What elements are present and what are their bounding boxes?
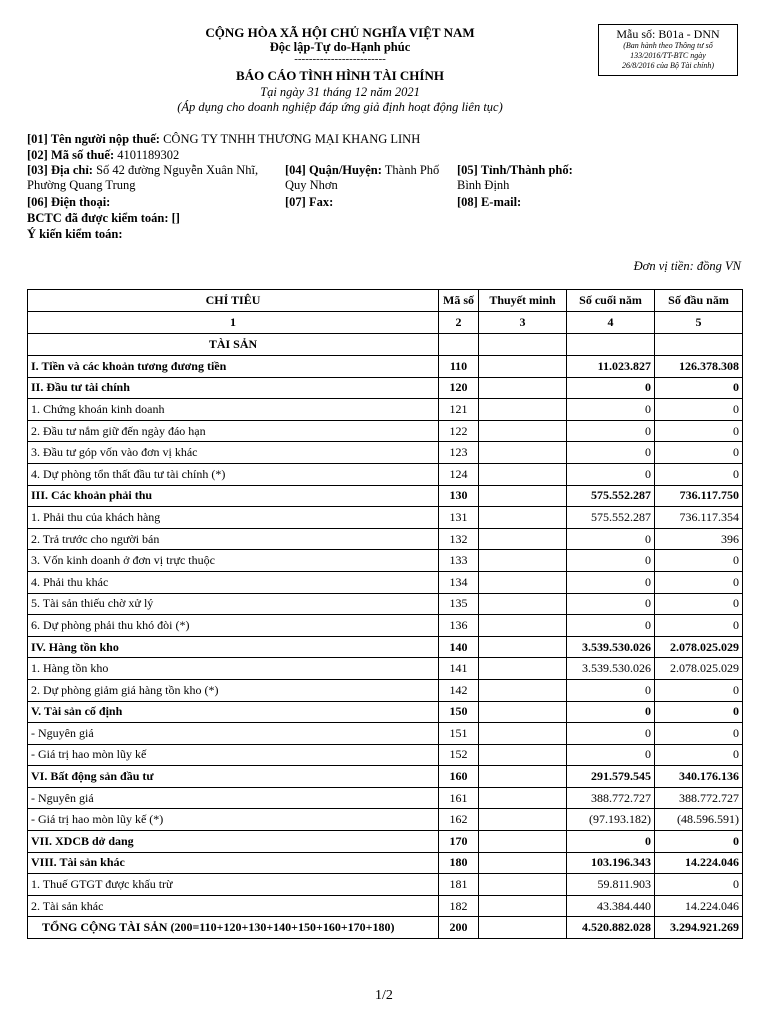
country-name: CỘNG HÒA XÃ HỘI CHỦ NGHĨA VIỆT NAM [205, 25, 475, 40]
row-end-value: (97.193.182) [567, 809, 655, 831]
row-note [479, 571, 567, 593]
row-end-value: 0 [567, 744, 655, 766]
row-note [479, 766, 567, 788]
row-code: 134 [439, 571, 479, 593]
row-label: 4. Dự phòng tổn thất đầu tư tài chính (*) [28, 463, 439, 485]
taxpayer-label: [01] Tên người nộp thuế: [27, 132, 160, 146]
row-end-value: 291.579.545 [567, 766, 655, 788]
address-value-1: Số 42 đường Nguyễn Xuân Nhĩ, [96, 163, 259, 177]
form-code-box [598, 24, 738, 76]
row-note [479, 787, 567, 809]
table-row [28, 356, 743, 378]
table-row [28, 528, 743, 550]
row-label: III. Các khoản phải thu [28, 485, 439, 507]
index-col-3: 3 [479, 312, 567, 334]
row-label: - Giá trị hao mòn lũy kế (*) [28, 809, 439, 831]
row-end-value: 59.811.903 [567, 874, 655, 896]
row-label: 1. Hàng tồn kho [28, 658, 439, 680]
row-end-value: 0 [567, 420, 655, 442]
row-code: 132 [439, 528, 479, 550]
form-note-line-3: 26/8/2016 của Bộ Tài chính) [622, 61, 714, 70]
row-code: 152 [439, 744, 479, 766]
page-number: 1/2 [375, 988, 393, 1003]
row-note [479, 917, 567, 939]
row-note [479, 895, 567, 917]
audited-label: BCTC đã được kiểm toán: [] [27, 211, 180, 225]
form-code: Mẫu số: B01a - DNN [616, 27, 720, 41]
row-end-value: 0 [567, 442, 655, 464]
district-value-1: Thành Phố [384, 163, 440, 177]
fax-label: [07] Fax: [285, 195, 334, 209]
row-begin-value: 14.224.046 [655, 895, 743, 917]
row-begin-value: 0 [655, 550, 743, 572]
report-title: BÁO CÁO TÌNH HÌNH TÀI CHÍNH [236, 68, 444, 83]
row-begin-value: 0 [655, 831, 743, 853]
row-end-value: 0 [567, 615, 655, 637]
row-label: 1. Chứng khoán kinh doanh [28, 399, 439, 421]
row-note [479, 831, 567, 853]
row-end-value: 0 [567, 399, 655, 421]
row-begin-value: 0 [655, 463, 743, 485]
table-row [28, 701, 743, 723]
row-code: 180 [439, 852, 479, 874]
address-line [27, 163, 258, 178]
currency-unit: Đơn vị tiền: đồng VN [633, 259, 741, 273]
row-note [479, 636, 567, 658]
row-label: VI. Bất động sản đầu tư [28, 766, 439, 788]
row-begin-value: 340.176.136 [655, 766, 743, 788]
address-label: [03] Địa chỉ: [27, 163, 93, 177]
row-code: 162 [439, 809, 479, 831]
table-row [28, 766, 743, 788]
row-note [479, 356, 567, 378]
row-note [479, 550, 567, 572]
row-note [479, 679, 567, 701]
row-note [479, 463, 567, 485]
row-label: - Nguyên giá [28, 787, 439, 809]
row-note [479, 399, 567, 421]
row-code: 120 [439, 377, 479, 399]
table-row [28, 571, 743, 593]
table-row [28, 442, 743, 464]
row-label: 6. Dự phòng phải thu khó đòi (*) [28, 615, 439, 637]
table-row [28, 852, 743, 874]
row-end-value: 0 [567, 831, 655, 853]
province-line [457, 163, 573, 178]
form-note-line-2: 133/2016/TT-BTC ngày [630, 51, 706, 60]
table-row [28, 679, 743, 701]
row-end-value: 0 [567, 463, 655, 485]
row-code: 122 [439, 420, 479, 442]
row-label: 1. Thuế GTGT được khấu trừ [28, 874, 439, 896]
row-label: - Nguyên giá [28, 723, 439, 745]
row-note [479, 442, 567, 464]
row-end-value: 0 [567, 550, 655, 572]
row-label: 5. Tài sản thiếu chờ xử lý [28, 593, 439, 615]
row-code: 121 [439, 399, 479, 421]
row-code: 161 [439, 787, 479, 809]
row-note [479, 420, 567, 442]
row-end-value: 4.520.882.028 [567, 917, 655, 939]
row-note [479, 809, 567, 831]
table-row [28, 550, 743, 572]
table-row [28, 485, 743, 507]
row-code: 133 [439, 550, 479, 572]
row-begin-value: 2.078.025.029 [655, 636, 743, 658]
row-begin-value: 388.772.727 [655, 787, 743, 809]
table-row [28, 787, 743, 809]
table-row [28, 831, 743, 853]
table-row [28, 420, 743, 442]
table-header-row [28, 290, 743, 312]
row-begin-value: 0 [655, 723, 743, 745]
table-row [28, 895, 743, 917]
row-begin-value: 2.078.025.029 [655, 658, 743, 680]
row-begin-value: 736.117.750 [655, 485, 743, 507]
row-begin-value: 0 [655, 615, 743, 637]
row-code: 151 [439, 723, 479, 745]
header-divider: ------------------------- [294, 53, 386, 65]
row-code: 140 [439, 636, 479, 658]
row-label: 2. Đầu tư nắm giữ đến ngày đáo hạn [28, 420, 439, 442]
row-note [479, 658, 567, 680]
row-begin-value: (48.596.591) [655, 809, 743, 831]
row-begin-value: 0 [655, 874, 743, 896]
row-begin-value: 0 [655, 377, 743, 399]
district-label: [04] Quận/Huyện: [285, 163, 382, 177]
row-end-value: 3.539.530.026 [567, 636, 655, 658]
header-ma-so: Mã số [439, 290, 479, 312]
row-code: 141 [439, 658, 479, 680]
phone-label: [06] Điện thoại: [27, 195, 111, 209]
row-label: 3. Vốn kinh doanh ở đơn vị trực thuộc [28, 550, 439, 572]
province-label: [05] Tỉnh/Thành phố: [457, 163, 573, 177]
row-label: I. Tiền và các khoản tương đương tiền [28, 356, 439, 378]
row-begin-value: 0 [655, 701, 743, 723]
table-row [28, 399, 743, 421]
row-label: 2. Trả trước cho người bán [28, 528, 439, 550]
row-label: V. Tài sản cố định [28, 701, 439, 723]
row-begin-value: 0 [655, 744, 743, 766]
row-code: 124 [439, 463, 479, 485]
table-row [28, 507, 743, 529]
row-end-value: 43.384.440 [567, 895, 655, 917]
row-begin-value: 0 [655, 420, 743, 442]
row-end-value: 0 [567, 701, 655, 723]
section-row [28, 334, 743, 356]
row-end-value: 388.772.727 [567, 787, 655, 809]
header-thuyet-minh: Thuyết minh [479, 290, 567, 312]
province-value: Bình Định [457, 178, 510, 192]
audit-opinion-label: Ý kiến kiểm toán: [27, 227, 123, 241]
row-note [479, 528, 567, 550]
index-col-5: 5 [655, 312, 743, 334]
table-row [28, 723, 743, 745]
district-value-2: Quy Nhơn [285, 178, 338, 192]
row-code: 136 [439, 615, 479, 637]
row-end-value: 3.539.530.026 [567, 658, 655, 680]
row-code: 160 [439, 766, 479, 788]
row-label: II. Đầu tư tài chính [28, 377, 439, 399]
row-begin-value: 0 [655, 571, 743, 593]
row-code: 130 [439, 485, 479, 507]
row-code: 135 [439, 593, 479, 615]
row-begin-value: 396 [655, 528, 743, 550]
row-begin-value: 0 [655, 593, 743, 615]
row-code: 170 [439, 831, 479, 853]
row-begin-value: 14.224.046 [655, 852, 743, 874]
tax-id-line [27, 148, 179, 163]
row-begin-value: 0 [655, 442, 743, 464]
row-label: TỔNG CỘNG TÀI SẢN (200=110+120+130+140+150+160+170+180) [28, 917, 439, 939]
row-end-value: 0 [567, 679, 655, 701]
table-row [28, 874, 743, 896]
balance-sheet-table [27, 289, 743, 939]
row-end-value: 575.552.287 [567, 507, 655, 529]
email-label: [08] E-mail: [457, 195, 522, 209]
row-note [479, 874, 567, 896]
table-row [28, 377, 743, 399]
row-note [479, 723, 567, 745]
index-col-2: 2 [439, 312, 479, 334]
taxpayer-value: CÔNG TY TNHH THƯƠNG MẠI KHANG LINH [163, 132, 421, 146]
row-note [479, 485, 567, 507]
row-label: 2. Dự phòng giảm giá hàng tồn kho (*) [28, 679, 439, 701]
row-end-value: 103.196.343 [567, 852, 655, 874]
row-note [479, 852, 567, 874]
address-value-2: Phường Quang Trung [27, 178, 136, 192]
row-begin-value: 736.117.354 [655, 507, 743, 529]
index-col-4: 4 [567, 312, 655, 334]
row-label: 4. Phải thu khác [28, 571, 439, 593]
row-label: VII. XDCB dở dang [28, 831, 439, 853]
row-note [479, 615, 567, 637]
tax-id-label: [02] Mã số thuế: [27, 148, 115, 162]
row-note [479, 507, 567, 529]
row-note [479, 744, 567, 766]
table-row [28, 658, 743, 680]
row-code: 200 [439, 917, 479, 939]
row-begin-value: 3.294.921.269 [655, 917, 743, 939]
row-note [479, 377, 567, 399]
form-note-line-1: (Ban hành theo Thông tư số [623, 41, 713, 50]
table-row [28, 615, 743, 637]
row-note [479, 701, 567, 723]
row-note [479, 593, 567, 615]
row-label: - Giá trị hao mòn lũy kế [28, 744, 439, 766]
row-label: 3. Đầu tư góp vốn vào đơn vị khác [28, 442, 439, 464]
header-so-dau-nam: Số đầu năm [655, 290, 743, 312]
table-row [28, 744, 743, 766]
row-label: 2. Tài sản khác [28, 895, 439, 917]
row-code: 131 [439, 507, 479, 529]
district-line [285, 163, 439, 178]
row-begin-value: 0 [655, 399, 743, 421]
table-row [28, 463, 743, 485]
table-row [28, 593, 743, 615]
row-code: 123 [439, 442, 479, 464]
table-index-row [28, 312, 743, 334]
row-label: 1. Phải thu của khách hàng [28, 507, 439, 529]
row-end-value: 0 [567, 571, 655, 593]
section-title: TÀI SẢN [28, 334, 439, 356]
table-row [28, 636, 743, 658]
row-code: 142 [439, 679, 479, 701]
report-applicability: (Áp dụng cho doanh nghiệp đáp ứng giả định hoạt động liên tục) [177, 100, 503, 114]
table-row [28, 809, 743, 831]
row-code: 110 [439, 356, 479, 378]
row-end-value: 0 [567, 377, 655, 399]
total-row [28, 917, 743, 939]
row-code: 182 [439, 895, 479, 917]
row-label: IV. Hàng tồn kho [28, 636, 439, 658]
header-so-cuoi-nam: Số cuối năm [567, 290, 655, 312]
row-end-value: 0 [567, 593, 655, 615]
tax-id-value: 4101189302 [117, 148, 180, 162]
row-label: VIII. Tài sản khác [28, 852, 439, 874]
taxpayer-name-line [27, 132, 420, 147]
row-begin-value: 126.378.308 [655, 356, 743, 378]
national-motto: Độc lập-Tự do-Hạnh phúc [269, 40, 411, 54]
row-begin-value: 0 [655, 679, 743, 701]
row-end-value: 575.552.287 [567, 485, 655, 507]
header-chi-tieu: CHỈ TIÊU [28, 290, 439, 312]
row-end-value: 0 [567, 528, 655, 550]
row-code: 181 [439, 874, 479, 896]
row-code: 150 [439, 701, 479, 723]
row-end-value: 0 [567, 723, 655, 745]
index-col-1: 1 [28, 312, 439, 334]
report-date: Tại ngày 31 tháng 12 năm 2021 [260, 85, 420, 99]
row-end-value: 11.023.827 [567, 356, 655, 378]
